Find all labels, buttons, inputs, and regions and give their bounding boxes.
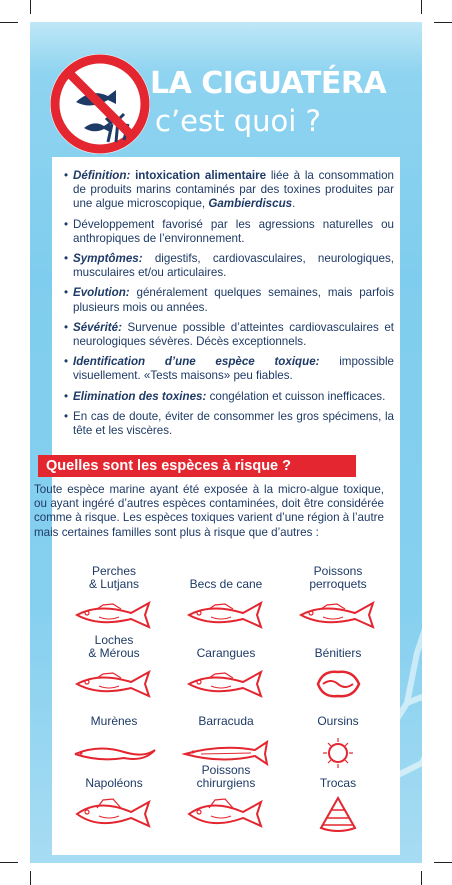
species-item [280, 632, 396, 704]
info-species-name: Gambierdiscus [208, 197, 293, 211]
info-strong: intoxication alimentaire [135, 169, 267, 182]
info-text: En cas de doute, éviter de consommer les gros spécimens, la tête et les viscères. [73, 409, 394, 438]
species-item [168, 563, 284, 635]
info-text: impossible visuellement. «Tests maisons» peu fiables. [73, 355, 394, 383]
perch-fish-icon [69, 595, 159, 635]
info-text-end: . [292, 197, 296, 211]
trevally-fish-icon [181, 664, 271, 704]
info-label: Evolution: [73, 286, 130, 300]
info-label: Sévérité: [73, 320, 122, 334]
info-item [64, 218, 394, 246]
info-item [64, 252, 394, 280]
species-label: Barracuda [198, 714, 254, 728]
species-label: Poissons chirurgiens [196, 763, 256, 790]
surgeonfish-icon [181, 794, 271, 834]
species-label: Carangues [196, 646, 256, 660]
species-item [280, 563, 396, 635]
info-item [64, 390, 394, 404]
info-item [64, 321, 394, 349]
species-label: Murènes [90, 714, 138, 728]
species-label: Trocas [319, 776, 357, 790]
emperor-fish-icon [181, 595, 271, 635]
info-list [64, 169, 394, 444]
no-fish-forbidden-icon [46, 50, 154, 158]
info-label: Définition: [73, 169, 131, 182]
info-item [64, 286, 394, 314]
info-item [64, 410, 394, 438]
species-item [168, 762, 284, 834]
crop-mark [30, 871, 31, 885]
species-item [56, 762, 172, 834]
title-line-2: c’est quoi ? [155, 104, 321, 138]
species-item [56, 632, 172, 704]
info-label: Symptômes: [73, 252, 143, 266]
species-label: Oursins [317, 714, 359, 728]
species-label: Napoléons [85, 776, 143, 790]
risk-intro: Toute espèce marine ayant été exposée à la micro-algue toxique, ou ayant ingéré d’autres espèces contaminées, doit être considérée comme à risque. Les espèces toxiques varient d’une région à l’autre mais certaines familles sont plus à risque que d’autres : [34, 483, 384, 539]
crop-mark [0, 22, 18, 23]
trochus-shell-icon [293, 794, 383, 834]
info-text: digestifs, cardiovasculaires, neurologiques, musculaires et/ou articulaires. [73, 252, 394, 280]
species-item [56, 563, 172, 635]
info-label: Elimination des toxines: [73, 389, 207, 403]
crop-mark [421, 871, 422, 885]
giant-clam-icon [293, 664, 383, 704]
species-label: Loches & Mérous [88, 633, 140, 660]
crop-mark [421, 0, 422, 14]
species-item [280, 762, 396, 834]
species-label: Bénitiers [314, 646, 362, 660]
crop-mark [434, 862, 452, 863]
species-label: Becs de cane [189, 577, 263, 591]
crop-mark [434, 22, 452, 23]
info-item [64, 355, 394, 383]
species-label: Perches & Lutjans [88, 564, 140, 591]
info-text: généralement quelques semaines, mais parfois plusieurs mois ou années. [73, 286, 394, 314]
info-label: Identification d’une espèce toxique: [73, 355, 320, 369]
risk-section-title: Quelles sont les espèces à risque ? [38, 455, 356, 477]
species-label: Poissons perroquets [309, 564, 367, 591]
info-text: Développement favorisé par les agressions naturelles ou anthropiques de l’environnement. [73, 217, 394, 245]
grouper-fish-icon [69, 664, 159, 704]
crop-mark [0, 862, 18, 863]
info-text: liée à la consommation de produits marins contaminés par des toxines produites par une algue microscopique, [73, 169, 394, 211]
parrotfish-icon [293, 595, 383, 635]
species-item [168, 632, 284, 704]
info-item [64, 169, 394, 212]
info-text: Survenue possible d’atteintes cardiovasculaires et neurologiques sévères. Décès exceptionnels. [73, 320, 394, 349]
title-line-1: LA CIGUATÉRA [150, 66, 387, 101]
header [30, 22, 422, 157]
info-text: congélation et cuisson inefficaces. [206, 389, 386, 403]
crop-mark [30, 0, 31, 14]
napoleon-wrasse-icon [69, 794, 159, 834]
